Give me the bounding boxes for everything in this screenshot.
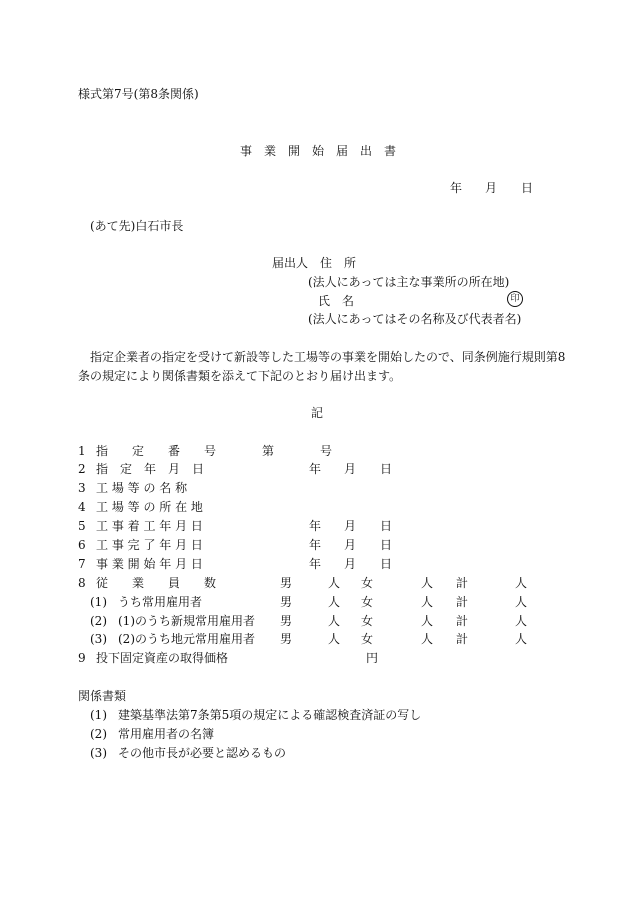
person-unit: 人 xyxy=(421,632,434,646)
sub-item-label: (2)のうち地元常用雇用者 xyxy=(118,632,255,646)
body-text-line1: 指定企業者の指定を受けて新設等した工場等の事業を開始したので、同条例施行規則第8 xyxy=(90,350,566,364)
female-label: 女 xyxy=(361,614,374,628)
date-year: 年 xyxy=(309,462,322,476)
item-number: 7 xyxy=(78,557,86,571)
date-year: 年 xyxy=(309,519,322,533)
date-month: 月 xyxy=(344,462,357,476)
item-label: 工 事 完 了 年 月 日 xyxy=(96,538,203,552)
female-label: 女 xyxy=(361,576,374,590)
name-note: (法人にあってはその名称及び代表者名) xyxy=(308,312,522,326)
total-label: 計 xyxy=(456,595,469,609)
person-unit: 人 xyxy=(328,614,341,628)
item-label: 工 事 着 工 年 月 日 xyxy=(96,519,203,533)
doc-number: (2) xyxy=(90,727,107,741)
yen-unit: 円 xyxy=(366,651,379,665)
female-label: 女 xyxy=(361,632,374,646)
doc-number: (3) xyxy=(90,746,107,760)
item-number: 5 xyxy=(78,519,86,533)
sub-item-label: (1)のうち新規常用雇用者 xyxy=(118,614,255,628)
date-day: 日 xyxy=(380,462,393,476)
item-number: 2 xyxy=(78,462,86,476)
docs-heading: 関係書類 xyxy=(78,689,127,703)
item-number: 6 xyxy=(78,538,86,552)
item-number: 4 xyxy=(78,500,86,514)
date-month: 月 xyxy=(344,519,357,533)
item-number: 9 xyxy=(78,651,86,665)
person-unit: 人 xyxy=(515,614,528,628)
item-label: 事 業 開 始 年 月 日 xyxy=(96,557,203,571)
female-label: 女 xyxy=(361,595,374,609)
date-month: 月 xyxy=(485,181,498,195)
date-month: 月 xyxy=(344,557,357,571)
person-unit: 人 xyxy=(515,632,528,646)
form-number: 様式第7号(第8条関係) xyxy=(78,87,199,101)
person-unit: 人 xyxy=(421,614,434,628)
item-label: 指 定 年 月 日 xyxy=(96,462,205,476)
doc-text: 常用雇用者の名簿 xyxy=(118,727,215,741)
doc-text: その他市長が必要と認めるもの xyxy=(118,746,287,760)
person-unit: 人 xyxy=(421,576,434,590)
name-label: 氏 名 xyxy=(318,294,355,308)
item-label: 工 場 等 の 名 称 xyxy=(96,481,188,495)
date-month: 月 xyxy=(344,538,357,552)
sub-item-label: うち常用雇用者 xyxy=(118,595,203,609)
item-label: 投下固定資産の取得価格 xyxy=(96,651,229,665)
sub-item-number: (2) xyxy=(90,614,107,628)
male-label: 男 xyxy=(280,632,293,646)
person-unit: 人 xyxy=(328,632,341,646)
sub-item-number: (3) xyxy=(90,632,107,646)
addressee: (あて先)白石市長 xyxy=(90,219,184,233)
person-unit: 人 xyxy=(328,576,341,590)
total-label: 計 xyxy=(456,614,469,628)
ki-heading: 記 xyxy=(311,406,324,420)
item-number: 3 xyxy=(78,481,86,495)
designation-prefix: 第 xyxy=(262,444,275,458)
date-day: 日 xyxy=(380,538,393,552)
doc-number: (1) xyxy=(90,708,107,722)
male-label: 男 xyxy=(280,595,293,609)
male-label: 男 xyxy=(280,614,293,628)
item-label: 工 場 等 の 所 在 地 xyxy=(96,500,203,514)
date-day: 日 xyxy=(521,181,534,195)
item-label: 従 業 員 数 xyxy=(96,576,217,590)
person-unit: 人 xyxy=(515,595,528,609)
person-unit: 人 xyxy=(328,595,341,609)
address-note: (法人にあっては主な事業所の所在地) xyxy=(308,275,510,289)
date-year: 年 xyxy=(450,181,463,195)
date-day: 日 xyxy=(380,519,393,533)
document-title: 事 業 開 始 届 出 書 xyxy=(240,144,397,158)
total-label: 計 xyxy=(456,632,469,646)
body-text-line2: 条の規定により関係書類を添えて下記のとおり届け出ます。 xyxy=(78,369,402,383)
person-unit: 人 xyxy=(421,595,434,609)
applicant-label: 届出人 住 所 xyxy=(272,256,357,270)
sub-item-number: (1) xyxy=(90,595,107,609)
item-number: 1 xyxy=(78,444,86,458)
date-day: 日 xyxy=(380,557,393,571)
item-number: 8 xyxy=(78,576,86,590)
male-label: 男 xyxy=(280,576,293,590)
designation-suffix: 号 xyxy=(320,444,333,458)
seal-mark: 印 xyxy=(507,291,523,307)
person-unit: 人 xyxy=(515,576,528,590)
total-label: 計 xyxy=(456,576,469,590)
date-year: 年 xyxy=(309,538,322,552)
date-year: 年 xyxy=(309,557,322,571)
doc-text: 建築基準法第7条第5項の規定による確認検査済証の写し xyxy=(118,708,422,722)
item-label: 指 定 番 号 xyxy=(96,444,217,458)
